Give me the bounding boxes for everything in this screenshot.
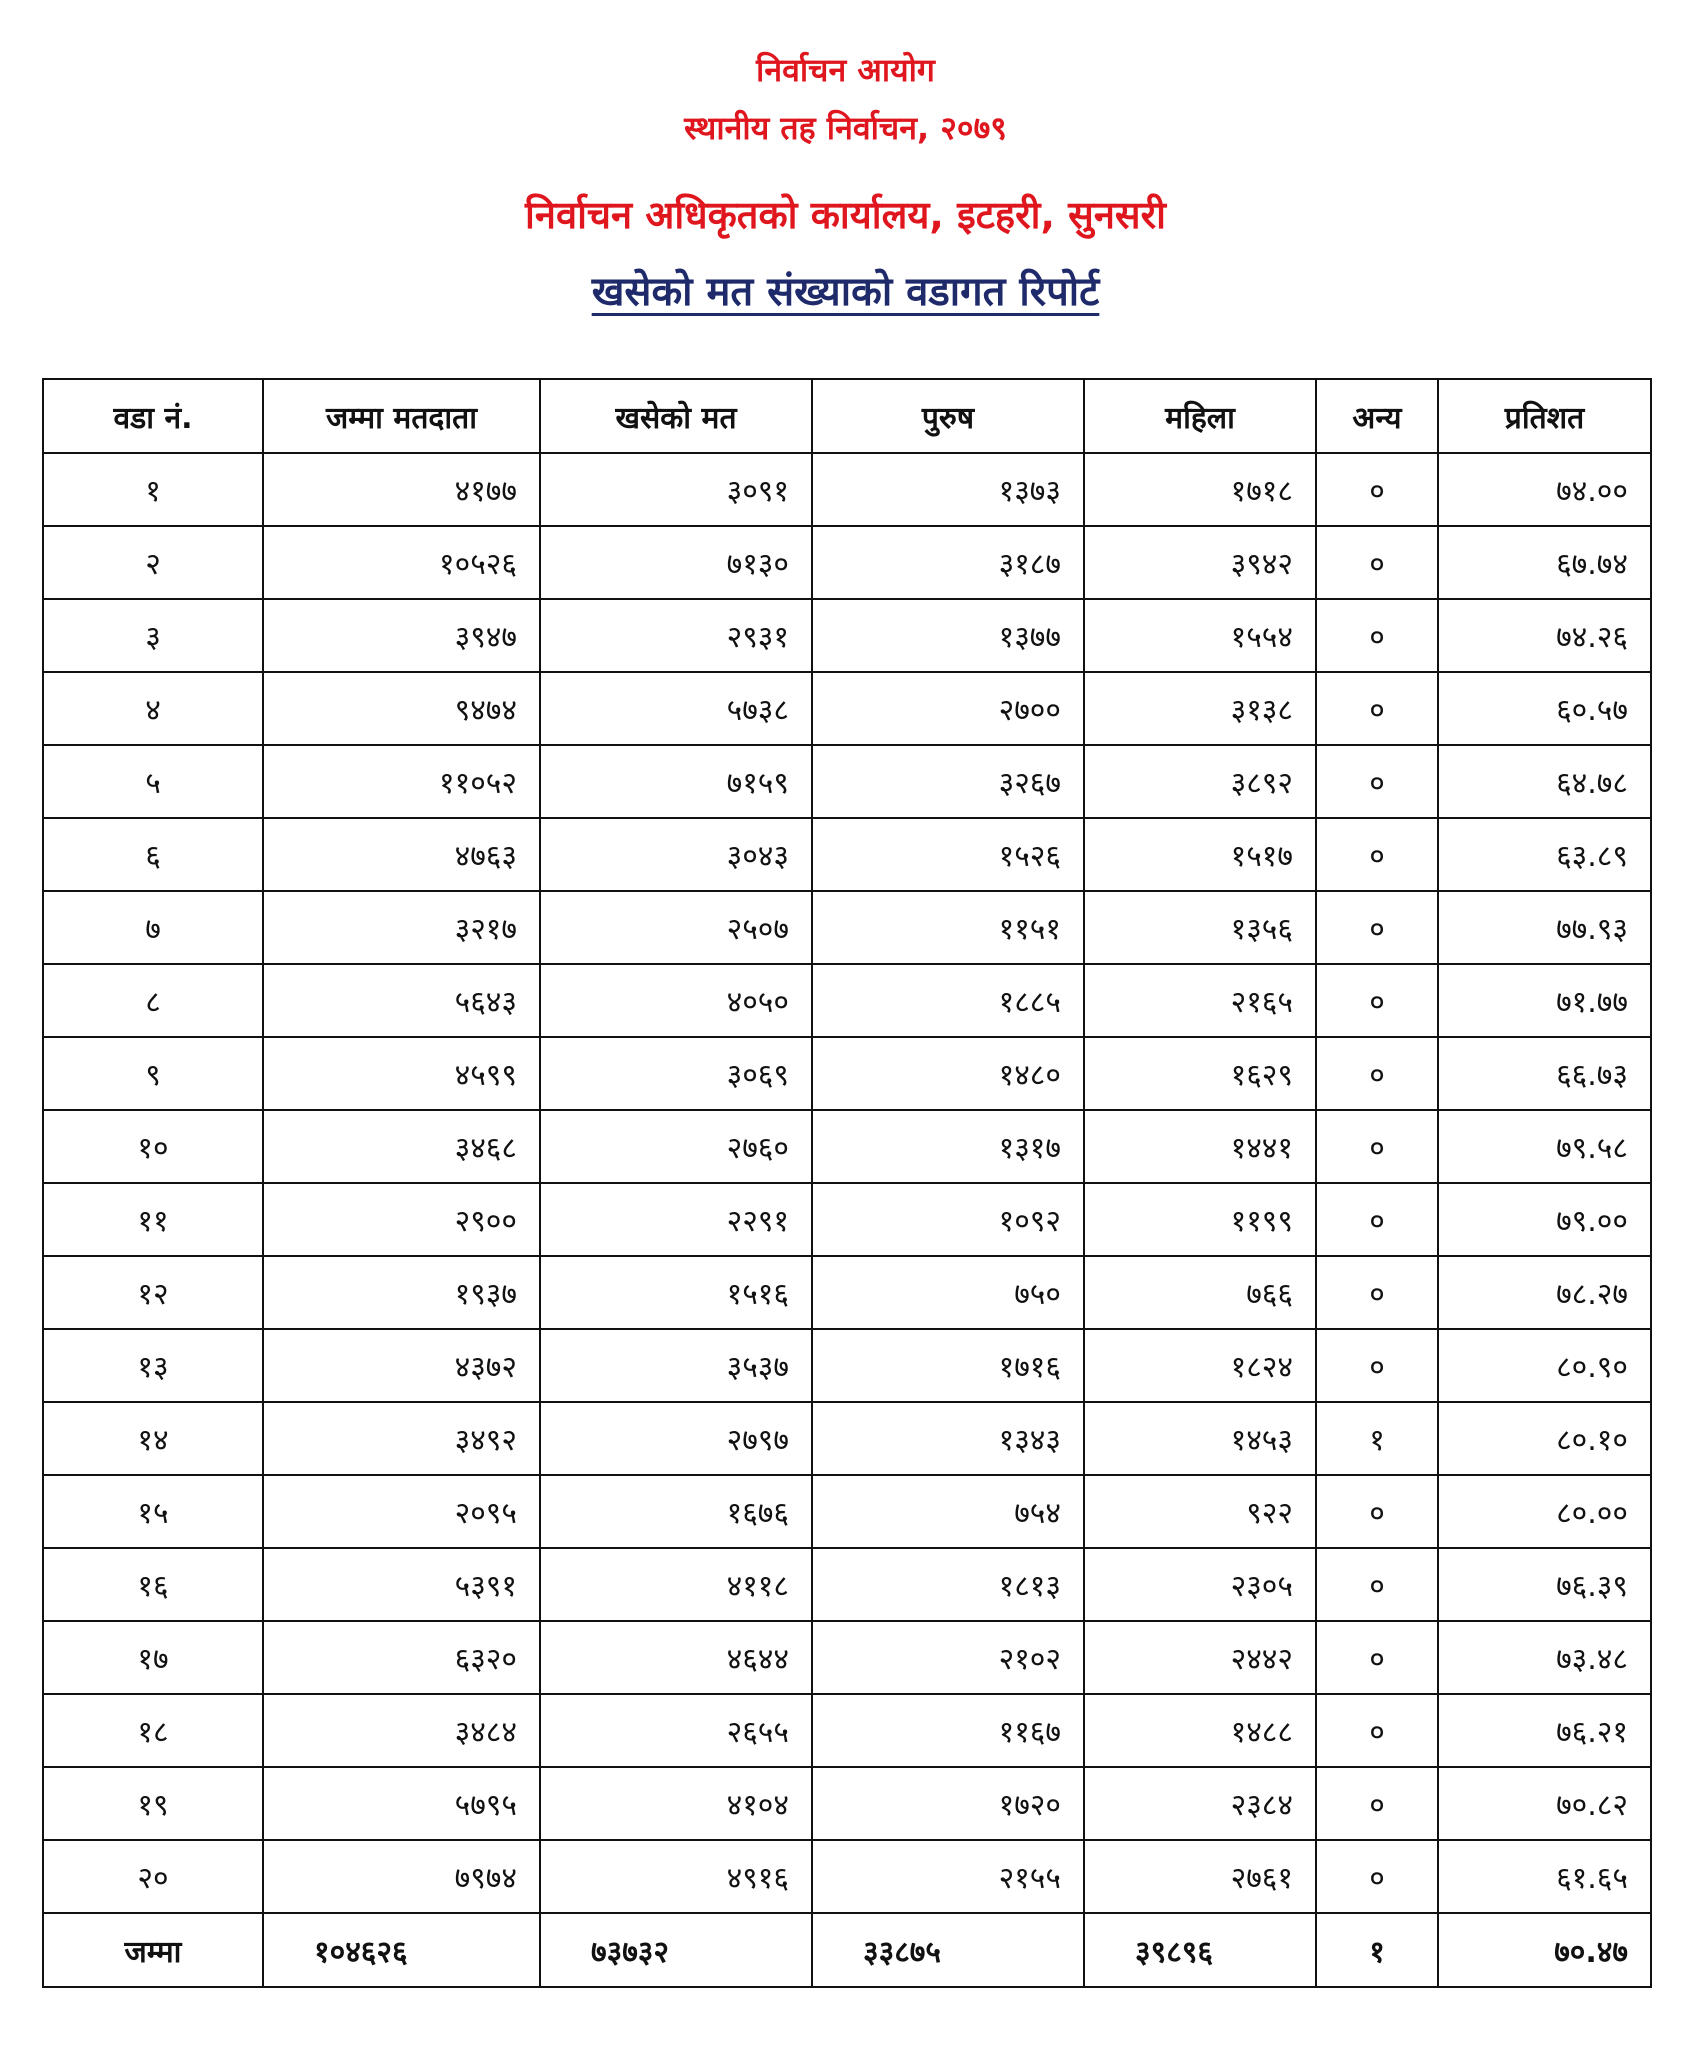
male-sum-cell: ३३८७५ [812,1913,1084,1987]
female-cell: ७६६ [1084,1256,1316,1329]
male-cell: १३१७ [812,1110,1084,1183]
table-row [43,453,1651,526]
ward-cell: १५ [43,1475,263,1548]
other-cell: ० [1316,1037,1438,1110]
percent-cell: ८०.९० [1438,1329,1651,1402]
other-cell: ० [1316,1110,1438,1183]
other-cell: ० [1316,1475,1438,1548]
total-voters-cell: २०९५ [263,1475,540,1548]
total-voters-cell: ५६४३ [263,964,540,1037]
female-cell: १३५६ [1084,891,1316,964]
ward-cell: २० [43,1840,263,1913]
table-row [43,891,1651,964]
table-row [43,1621,1651,1694]
percent-cell: ६६.७३ [1438,1037,1651,1110]
male-cell: १४८० [812,1037,1084,1110]
votes-cast-cell: ७१५९ [540,745,812,818]
votes-cast-cell: ३०४३ [540,818,812,891]
votes-cast-cell: २९३१ [540,599,812,672]
female-sum-cell: ३९८९६ [1084,1913,1316,1987]
election-title: स्थानीय तह निर्वाचन, २०७९ [684,109,1007,147]
male-cell: २७०० [812,672,1084,745]
votes-cast-cell: ७१३० [540,526,812,599]
female-cell: १६२९ [1084,1037,1316,1110]
other-cell: ० [1316,818,1438,891]
male-cell: ११५१ [812,891,1084,964]
female-cell: १८२४ [1084,1329,1316,1402]
report-title: खसेको मत संख्याको वडागत रिपोर्ट [591,269,1100,315]
ward-cell: १६ [43,1548,263,1621]
percent-cell: ७७.९३ [1438,891,1651,964]
ward-cell: १९ [43,1767,263,1840]
col-header-votes-cast: खसेको मत [540,379,812,453]
total-voters-cell: २९०० [263,1183,540,1256]
table-body [43,453,1651,1987]
votes-cast-cell: ४९१६ [540,1840,812,1913]
ward-cell: ६ [43,818,263,891]
male-cell: ३२६७ [812,745,1084,818]
ward-cell: १७ [43,1621,263,1694]
female-cell: ३८९२ [1084,745,1316,818]
percent-cell: ७९.०० [1438,1183,1651,1256]
total-voters-cell: ५७९५ [263,1767,540,1840]
male-cell: ७५४ [812,1475,1084,1548]
ward-cell: १४ [43,1402,263,1475]
percent-cell: ७६.२१ [1438,1694,1651,1767]
total-voters-cell: ४५९९ [263,1037,540,1110]
votes-cast-cell: ३०६९ [540,1037,812,1110]
table-row [43,1402,1651,1475]
ward-cell: ३ [43,599,263,672]
votes-cast-cell: ३०९१ [540,453,812,526]
percent-cell: ८०.०० [1438,1475,1651,1548]
other-sum-cell: १ [1316,1913,1438,1987]
table-row [43,1329,1651,1402]
votes-cast-cell: २२९१ [540,1183,812,1256]
total-voters-cell: ३४८४ [263,1694,540,1767]
table-row [43,1548,1651,1621]
male-cell: १५२६ [812,818,1084,891]
table-row [43,526,1651,599]
ward-vote-table [42,378,1652,1988]
table-row [43,1694,1651,1767]
percent-cell: ६१.६५ [1438,1840,1651,1913]
table-row [43,1037,1651,1110]
col-header-percent: प्रतिशत [1438,379,1651,453]
votes-cast-cell: २६५५ [540,1694,812,1767]
other-cell: ० [1316,1548,1438,1621]
votes-cast-cell: ४०५० [540,964,812,1037]
ward-cell: १० [43,1110,263,1183]
percent-cell: ७९.५८ [1438,1110,1651,1183]
female-cell: ११९९ [1084,1183,1316,1256]
organization-title: निर्वाचन आयोग [756,51,935,89]
votes-cast-cell: ४६४४ [540,1621,812,1694]
total-voters-sum-cell: १०४६२६ [263,1913,540,1987]
table-header-row [43,379,1651,453]
other-cell: ० [1316,526,1438,599]
table-row [43,964,1651,1037]
table-row [43,818,1651,891]
table-row [43,1767,1651,1840]
percent-cell: ८०.१० [1438,1402,1651,1475]
percent-cell: ६३.८९ [1438,818,1651,891]
ward-cell: ८ [43,964,263,1037]
votes-cast-cell: २७९७ [540,1402,812,1475]
table-row [43,1183,1651,1256]
percent-cell: ६७.७४ [1438,526,1651,599]
male-cell: १८१३ [812,1548,1084,1621]
other-cell: ० [1316,1256,1438,1329]
male-cell: १३७३ [812,453,1084,526]
percent-cell: ७६.३९ [1438,1548,1651,1621]
table-row [43,1110,1651,1183]
female-cell: ३९४२ [1084,526,1316,599]
other-cell: ० [1316,745,1438,818]
other-cell: ० [1316,1694,1438,1767]
female-cell: १५५४ [1084,599,1316,672]
male-cell: १८८५ [812,964,1084,1037]
total-voters-cell: ३९४७ [263,599,540,672]
total-voters-cell: १९३७ [263,1256,540,1329]
male-cell: २१५५ [812,1840,1084,1913]
total-voters-cell: ४७६३ [263,818,540,891]
total-voters-cell: ६३२० [263,1621,540,1694]
male-cell: १३४३ [812,1402,1084,1475]
col-header-female: महिला [1084,379,1316,453]
total-voters-cell: ७९७४ [263,1840,540,1913]
other-cell: ० [1316,891,1438,964]
female-cell: १७१८ [1084,453,1316,526]
table-row [43,1475,1651,1548]
votes-cast-cell: ५७३८ [540,672,812,745]
male-cell: १०९२ [812,1183,1084,1256]
male-cell: ३१८७ [812,526,1084,599]
votes-cast-cell: १५१६ [540,1256,812,1329]
other-cell: १ [1316,1402,1438,1475]
col-header-total-voters: जम्मा मतदाता [263,379,540,453]
col-header-other: अन्य [1316,379,1438,453]
other-cell: ० [1316,1767,1438,1840]
other-cell: ० [1316,599,1438,672]
female-cell: २७६१ [1084,1840,1316,1913]
female-cell: २१६५ [1084,964,1316,1037]
total-voters-cell: ९४७४ [263,672,540,745]
female-cell: २४४२ [1084,1621,1316,1694]
other-cell: ० [1316,1183,1438,1256]
male-cell: १७२० [812,1767,1084,1840]
ward-cell: ५ [43,745,263,818]
office-title: निर्वाचन अधिकृतको कार्यालय, इटहरी, सुनसरी [525,193,1166,237]
other-cell: ० [1316,1840,1438,1913]
female-cell: ९२२ [1084,1475,1316,1548]
male-cell: ११६७ [812,1694,1084,1767]
table-row [43,745,1651,818]
votes-cast-cell: २५०७ [540,891,812,964]
ward-cell: ११ [43,1183,263,1256]
other-cell: ० [1316,964,1438,1037]
percent-cell: ७०.८२ [1438,1767,1651,1840]
ward-cell: ९ [43,1037,263,1110]
percent-cell: ७८.२७ [1438,1256,1651,1329]
percent-cell: ७४.२६ [1438,599,1651,672]
ward-cell: १ [43,453,263,526]
percent-cell: ६०.५७ [1438,672,1651,745]
ward-cell: २ [43,526,263,599]
votes-cast-cell: ३५३७ [540,1329,812,1402]
female-cell: २३८४ [1084,1767,1316,1840]
male-cell: १३७७ [812,599,1084,672]
total-voters-cell: ४३७२ [263,1329,540,1402]
total-row [43,1913,1651,1987]
votes-cast-cell: १६७६ [540,1475,812,1548]
votes-cast-sum-cell: ७३७३२ [540,1913,812,1987]
table-row [43,1840,1651,1913]
other-cell: ० [1316,1329,1438,1402]
total-voters-cell: १०५२६ [263,526,540,599]
total-voters-cell: ३२१७ [263,891,540,964]
total-voters-cell: ५३९१ [263,1548,540,1621]
percent-cell: ७१.७७ [1438,964,1651,1037]
total-voters-cell: ३४६८ [263,1110,540,1183]
votes-cast-cell: ४१०४ [540,1767,812,1840]
ward-cell: १३ [43,1329,263,1402]
male-cell: १७१६ [812,1329,1084,1402]
male-cell: २१०२ [812,1621,1084,1694]
female-cell: १५१७ [1084,818,1316,891]
table-row [43,1256,1651,1329]
percent-cell: ७४.०० [1438,453,1651,526]
female-cell: २३०५ [1084,1548,1316,1621]
total-label-cell: जम्मा [43,1913,263,1987]
female-cell: १४८८ [1084,1694,1316,1767]
female-cell: १४५३ [1084,1402,1316,1475]
percent-cell: ६४.७८ [1438,745,1651,818]
total-voters-cell: ४१७७ [263,453,540,526]
other-cell: ० [1316,1621,1438,1694]
total-voters-cell: ३४९२ [263,1402,540,1475]
col-header-ward: वडा नं. [43,379,263,453]
female-cell: १४४१ [1084,1110,1316,1183]
table-row [43,599,1651,672]
female-cell: ३१३८ [1084,672,1316,745]
ward-cell: ७ [43,891,263,964]
male-cell: ७५० [812,1256,1084,1329]
ward-cell: १८ [43,1694,263,1767]
ward-cell: १२ [43,1256,263,1329]
total-voters-cell: ११०५२ [263,745,540,818]
percent-total-cell: ७०.४७ [1438,1913,1651,1987]
ward-cell: ४ [43,672,263,745]
votes-cast-cell: २७६० [540,1110,812,1183]
col-header-male: पुरुष [812,379,1084,453]
other-cell: ० [1316,672,1438,745]
other-cell: ० [1316,453,1438,526]
percent-cell: ७३.४८ [1438,1621,1651,1694]
table-row [43,672,1651,745]
votes-cast-cell: ४११८ [540,1548,812,1621]
